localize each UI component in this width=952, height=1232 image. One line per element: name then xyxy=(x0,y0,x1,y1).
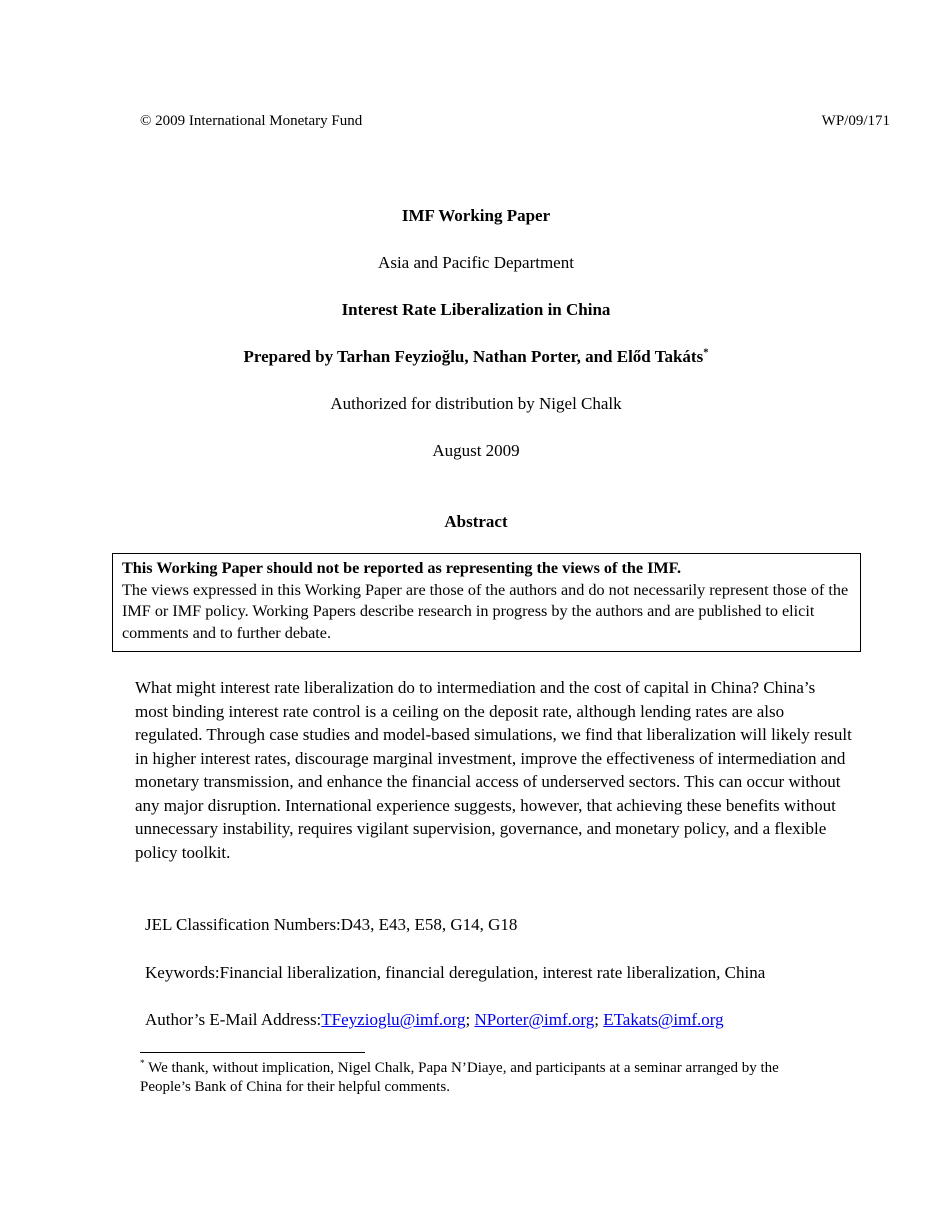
disclaimer-text: The views expressed in this Working Paper are those of the authors and do not necessarily represent those of the IMF or IMF policy. Working Papers describe research in progress by the authors and are published to elicit comments and to further debate. xyxy=(122,580,849,642)
footnote-text: We thank, without implication, Nigel Chalk, Papa N’Diaye, and participants at a seminar arranged by the People’s Bank of China for their helpful comments. xyxy=(140,1059,779,1095)
email-label: Author’s E-Mail Address: xyxy=(145,1010,322,1029)
title-block xyxy=(0,206,952,461)
copyright-notice: © 2009 International Monetary Fund xyxy=(140,113,363,129)
email-line xyxy=(145,1008,952,1032)
footnote xyxy=(140,1059,822,1098)
keywords-value: Financial liberalization, financial deregulation, interest rate liberalization, China xyxy=(219,962,766,982)
abstract-heading: Abstract xyxy=(444,512,508,531)
department-line: Asia and Pacific Department xyxy=(378,253,574,272)
paper-title: Interest Rate Liberalization in China xyxy=(341,300,611,319)
disclaimer-title: This Working Paper should not be reported as representing the views of the IMF. xyxy=(122,559,682,577)
authors-text: Prepared by Tarhan Feyzioğlu, Nathan Porter, and Előd Takáts xyxy=(243,347,704,366)
jel-line xyxy=(145,913,952,937)
email-link-porter[interactable]: NPorter@imf.org xyxy=(474,1010,595,1029)
authors-line xyxy=(0,347,952,367)
jel-value: D43, E43, E58, G14, G18 xyxy=(340,915,518,934)
abstract-text: What might interest rate liberalization do to intermediation and the cost of capital in China? China’s most binding interest rate control is a ceiling on the deposit rate, although lending rates are also regulated. Through case studies and model-based simulations, we find that liberalization will likely result in higher interest rates, discourage marginal investment, improve the effectiveness of intermediation and monetary transmission, and enhance the financial access of underserved sectors. This can occur without any major disruption. International experience suggests, however, that achieving these benefits without unnecessary instability, requires vigilant supervision, governance, and monetary policy, and a flexible policy toolkit. xyxy=(135,678,852,862)
email-separator: ; xyxy=(594,1010,604,1029)
keywords-label: Keywords: xyxy=(145,962,220,982)
keywords-line xyxy=(145,961,952,985)
authors-footnote-mark: * xyxy=(703,347,709,359)
email-separator: ; xyxy=(465,1010,475,1029)
email-link-feyzioglu[interactable]: TFeyzioglu@imf.org xyxy=(321,1010,466,1029)
date-line: August 2009 xyxy=(432,441,520,460)
working-paper-number: WP/09/171 xyxy=(821,113,890,129)
footnote-mark: * xyxy=(140,1058,145,1069)
series-title: IMF Working Paper xyxy=(401,206,551,225)
disclaimer-box xyxy=(112,553,861,652)
footnote-separator-rule xyxy=(140,1052,365,1053)
jel-label: JEL Classification Numbers: xyxy=(145,915,341,934)
authorized-line: Authorized for distribution by Nigel Chalk xyxy=(330,394,622,413)
page-header xyxy=(0,0,952,130)
email-link-takats[interactable]: ETakats@imf.org xyxy=(603,1010,724,1029)
